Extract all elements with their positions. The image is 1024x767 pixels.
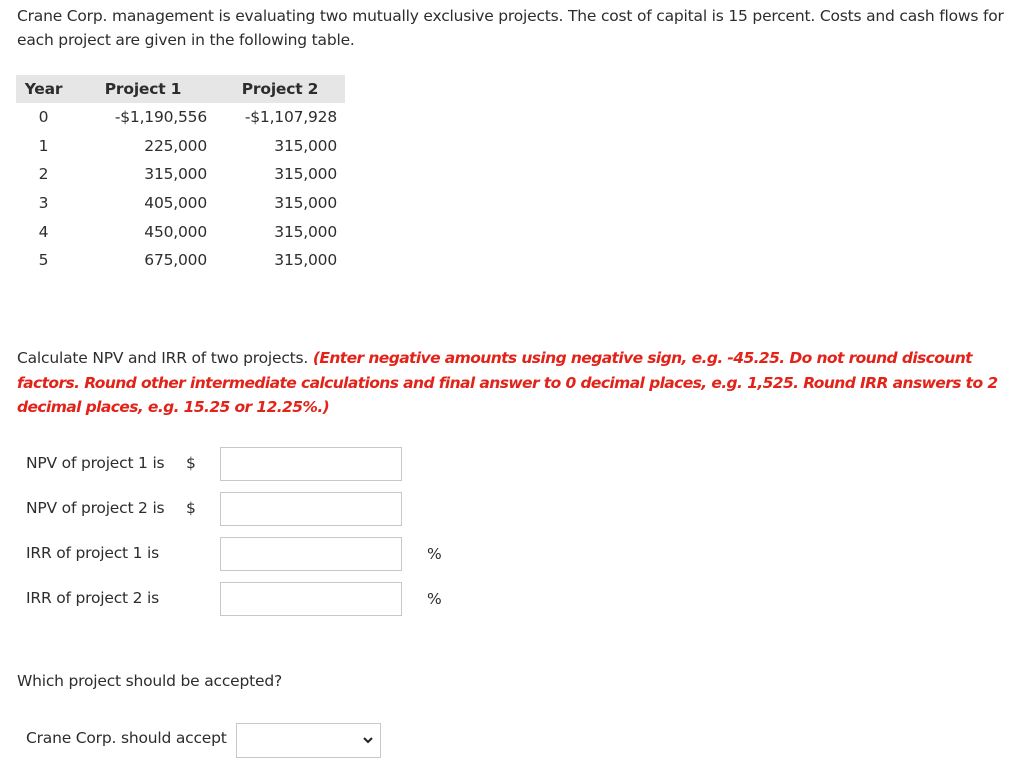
cell-year: 2 [38,165,49,184]
cell-year: 1 [38,136,49,155]
npv-project-2-label: NPV of project 2 is [26,499,165,517]
cash-flow-table [16,75,345,275]
irr-project-1-input[interactable] [220,537,402,571]
table-row [16,132,345,161]
irr-project-2-input[interactable] [220,582,402,616]
table-row [16,160,345,189]
percent-symbol: % [427,590,442,608]
table-row [16,217,345,246]
table-header-row [16,75,345,103]
currency-symbol: $ [186,499,196,517]
acceptance-question: Which project should be accepted? [17,672,283,690]
cell-project-2: -$1,107,928 [244,108,337,127]
table-row [16,103,345,132]
cell-project-1: 450,000 [144,222,207,241]
cell-year: 0 [38,108,49,127]
cell-year: 3 [38,194,49,213]
irr-project-1-label: IRR of project 1 is [26,544,159,562]
currency-symbol: $ [186,454,196,472]
table-row [16,246,345,275]
rounding-instruction: (Enter negative amounts using negative sign, e.g. -45.25. Do not round discount factors. Round other intermediate calculations and final answer to 0 decimal places, e.g. 1,525. Round IRR answers to 2 decimal places, e.g. 15.25 or 12.25%.) [17,349,998,416]
problem-statement: Crane Corp. management is evaluating two mutually exclusive projects. The cost of capital is 15 percent. Costs and cash flows for each project are given in the following table. [17,7,1004,49]
accept-project-select[interactable] [236,723,381,758]
cell-project-1: 675,000 [144,251,207,270]
npv-project-2-input[interactable] [220,492,402,526]
accept-select-label: Crane Corp. should accept [26,729,227,747]
cell-project-2: 315,000 [274,194,337,213]
cell-project-1: 315,000 [144,165,207,184]
cell-project-2: 315,000 [274,222,337,241]
cell-project-2: 315,000 [274,165,337,184]
percent-symbol: % [427,545,442,563]
header-year: Year [16,75,71,103]
cell-project-2: 315,000 [274,251,337,270]
cell-year: 5 [38,251,49,270]
header-project-1: Project 1 [71,75,215,103]
table-row [16,189,345,218]
header-project-2: Project 2 [215,75,345,103]
cell-year: 4 [38,222,49,241]
irr-project-2-label: IRR of project 2 is [26,589,159,607]
npv-project-1-input[interactable] [220,447,402,481]
calc-prompt: Calculate NPV and IRR of two projects. [17,349,309,367]
cell-project-2: 315,000 [274,136,337,155]
npv-project-1-label: NPV of project 1 is [26,454,165,472]
cell-project-1: 405,000 [144,194,207,213]
chevron-down-icon [362,734,374,746]
cell-project-1: 225,000 [144,136,207,155]
calculation-instructions [17,346,1002,420]
cell-project-1: -$1,190,556 [114,108,207,127]
